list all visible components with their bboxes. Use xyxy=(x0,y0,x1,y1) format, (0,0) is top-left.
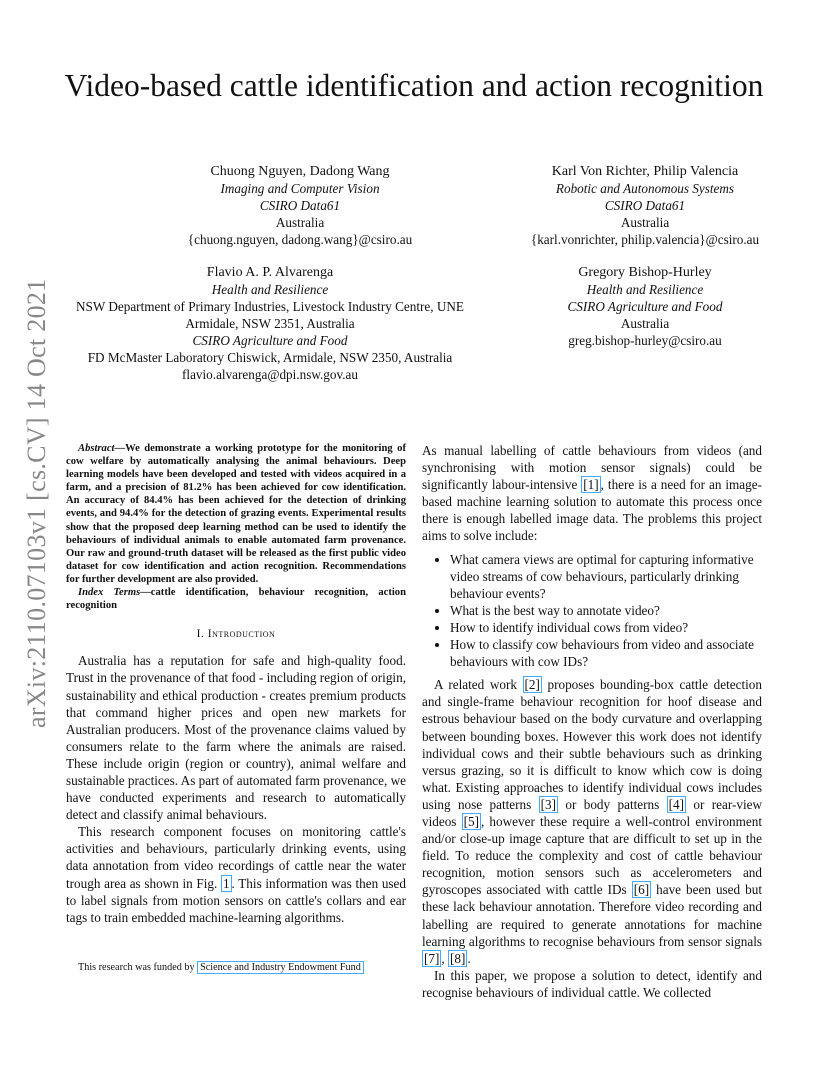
author-email: {chuong.nguyen, dadong.wang}@csiro.au xyxy=(187,232,413,247)
author-block-1 xyxy=(150,163,450,248)
citation-link[interactable]: [2] xyxy=(524,677,540,693)
citation-link[interactable]: [1] xyxy=(583,477,599,493)
author-country: Australia xyxy=(620,316,670,331)
paragraph-text: or body patterns xyxy=(558,796,667,812)
figure-link[interactable]: 1 xyxy=(222,875,230,891)
author-address: Armidale, NSW 2351, Australia xyxy=(185,316,355,331)
author-affiliation: CSIRO Agriculture and Food xyxy=(192,333,348,348)
author-country: Australia xyxy=(620,215,670,230)
list-item: • How to identify individual cows from video? xyxy=(450,619,762,636)
author-block-4 xyxy=(490,264,800,349)
footnote-text: This research was funded by xyxy=(78,962,198,973)
paragraph-text: , however these require a well-control environment and/or close-up image capture that are difficult to set up in the field. To reduce the complexity and cost of cattle behaviour recognition, motion sensors such as accelerometers and gyroscopes associated with cattle IDs xyxy=(422,813,763,898)
author-country: Australia xyxy=(275,215,325,230)
paragraph: Australia has a reputation for safe and high-quality food. Trust in the provenance of that food - including region of origin, sustainability and ethical production - creates premium products that command higher prices and open new markets for Australian producers. Most of the provenance claims valued by consumers relate to the farm where the animals are raised. These include origin (region or country), animal welfare and sustainable practices. As part of automated farm provenance, we have conducted experiments and research to automatically detect and classify animal behaviours. xyxy=(66,653,406,823)
author-name: Gregory Bishop-Hurley xyxy=(578,265,712,280)
abstract-text: —We demonstrate a working prototype for the monitoring of cow welfare by automatically analysing the animal behaviours. Deep learning models have been developed and tested with videos acquired in a farm, and a precision of 81.2% has been achieved for cow identification. An accuracy of 84.4% has been achieved for the detection of drinking events, and 94.4% for the detection of grazing events. Experimental results show that the proposed deep learning method can be used to identify the behaviours of individual animals to enable automated farm provenance. Our raw and ground-truth dataset will be released as the first public video dataset for cow identification and action recognition. Recommendations for further development are also provided. xyxy=(66,443,406,585)
citation-link[interactable]: [7] xyxy=(424,950,440,966)
citation-link[interactable]: [8] xyxy=(449,950,466,966)
list-item: • What camera views are optimal for capturing informative video streams of cow behaviours, particularly drinking behaviour events? xyxy=(450,551,762,602)
paragraph-text: , xyxy=(441,950,448,966)
citation-link[interactable]: [4] xyxy=(668,796,685,812)
author-address: FD McMaster Laboratory Chiswick, Armidale, NSW 2350, Australia xyxy=(87,350,453,365)
paragraph-text: have been used but these lack behaviour annotation. Therefore video recording and labelling are required to generate annotations for machine learning algorithms to recognise behaviours from sensor signals xyxy=(422,882,763,949)
author-name: Flavio A. P. Alvarenga xyxy=(206,265,334,280)
author-name: Karl Von Richter, Philip Valencia xyxy=(551,164,739,179)
author-block-2 xyxy=(490,163,800,248)
left-column xyxy=(66,442,406,926)
index-terms-text: —cattle identification, behaviour recognition, action recognition xyxy=(66,587,406,612)
list-item: • How to classify cow behaviours from video and associate behaviours with cow IDs? xyxy=(450,636,762,670)
paragraph xyxy=(422,676,762,967)
author-affiliation: Health and Resilience xyxy=(586,282,704,297)
paragraph-text: or rear-view videos xyxy=(422,796,762,829)
citation-link[interactable]: [6] xyxy=(633,882,650,898)
question-list xyxy=(422,551,762,671)
funding-link[interactable]: Science and Industry Endowment Fund xyxy=(197,961,364,974)
author-affiliation: Imaging and Computer Vision xyxy=(220,181,380,196)
citation-link[interactable]: [5] xyxy=(463,813,479,829)
paper-title: Video-based cattle identification and action recognition xyxy=(64,68,764,103)
author-affiliation: CSIRO Data61 xyxy=(604,198,686,213)
paragraph xyxy=(422,442,762,545)
section-heading: I. Introduction xyxy=(196,628,276,641)
index-terms xyxy=(66,586,406,612)
footnote xyxy=(78,961,408,974)
arxiv-watermark: arXiv:2110.07103v1 [cs.CV] 14 Oct 2021 xyxy=(22,278,51,728)
author-affiliation: NSW Department of Primary Industries, Livestock Industry Centre, UNE xyxy=(76,299,464,314)
author-email: greg.bishop-hurley@csiro.au xyxy=(568,333,722,348)
author-affiliation: Health and Resilience xyxy=(211,282,329,297)
abstract xyxy=(66,442,406,586)
paragraph-text: . xyxy=(467,950,471,966)
list-item: • What is the best way to annotate video? xyxy=(450,602,762,619)
abstract-label: Abstract xyxy=(78,443,115,454)
citation-link[interactable]: [3] xyxy=(540,796,557,812)
author-affiliation: Robotic and Autonomous Systems xyxy=(555,181,735,196)
right-column xyxy=(422,442,762,1001)
author-affiliation: CSIRO Agriculture and Food xyxy=(567,299,723,314)
paragraph-text: As manual labelling of cattle behaviours from videos (and synchronising with motion sensor signals) could be significantly labour-intensive xyxy=(422,443,762,493)
author-affiliation: CSIRO Data61 xyxy=(259,198,341,213)
paragraph-text: . This information was then used to label signals from motion sensors on cattle's collars and ear tags to train embedded machine-learning algorithms. xyxy=(66,875,406,925)
paragraph xyxy=(66,823,406,926)
author-email: flavio.alvarenga@dpi.nsw.gov.au xyxy=(182,367,358,382)
paragraph-text: , there is a need for an image-based machine learning solution to automate this process once there is enough labelled image data. The problems this project aims to solve include: xyxy=(422,477,763,544)
paragraph-text: proposes bounding-box cattle detection and single-frame behaviour recognition for hoof disease and estrous behaviour based on the body curvature and overlapping between bounding boxes. However this work does not identify individual cows and their subtle behaviours such as drinking versus grazing, so it is difficult to know which cow is doing what. Existing approaches to identify individual cows includes using nose patterns xyxy=(422,677,762,812)
paragraph-text: A related work xyxy=(434,677,523,693)
author-block-3 xyxy=(55,264,485,383)
paragraph-text: This research component focuses on monitoring cattle's activities and behaviours, particularly drinking events, using data annotation from video recordings of cattle near the water trough area as shown in Fig. xyxy=(66,824,406,891)
paragraph: In this paper, we propose a solution to detect, identify and recognise behaviours of individual cattle. We collected xyxy=(422,967,762,1000)
index-terms-label: Index Terms xyxy=(78,587,141,599)
author-email: {karl.vonrichter, philip.valencia}@csiro.au xyxy=(530,232,760,247)
author-name: Chuong Nguyen, Dadong Wang xyxy=(210,164,390,179)
